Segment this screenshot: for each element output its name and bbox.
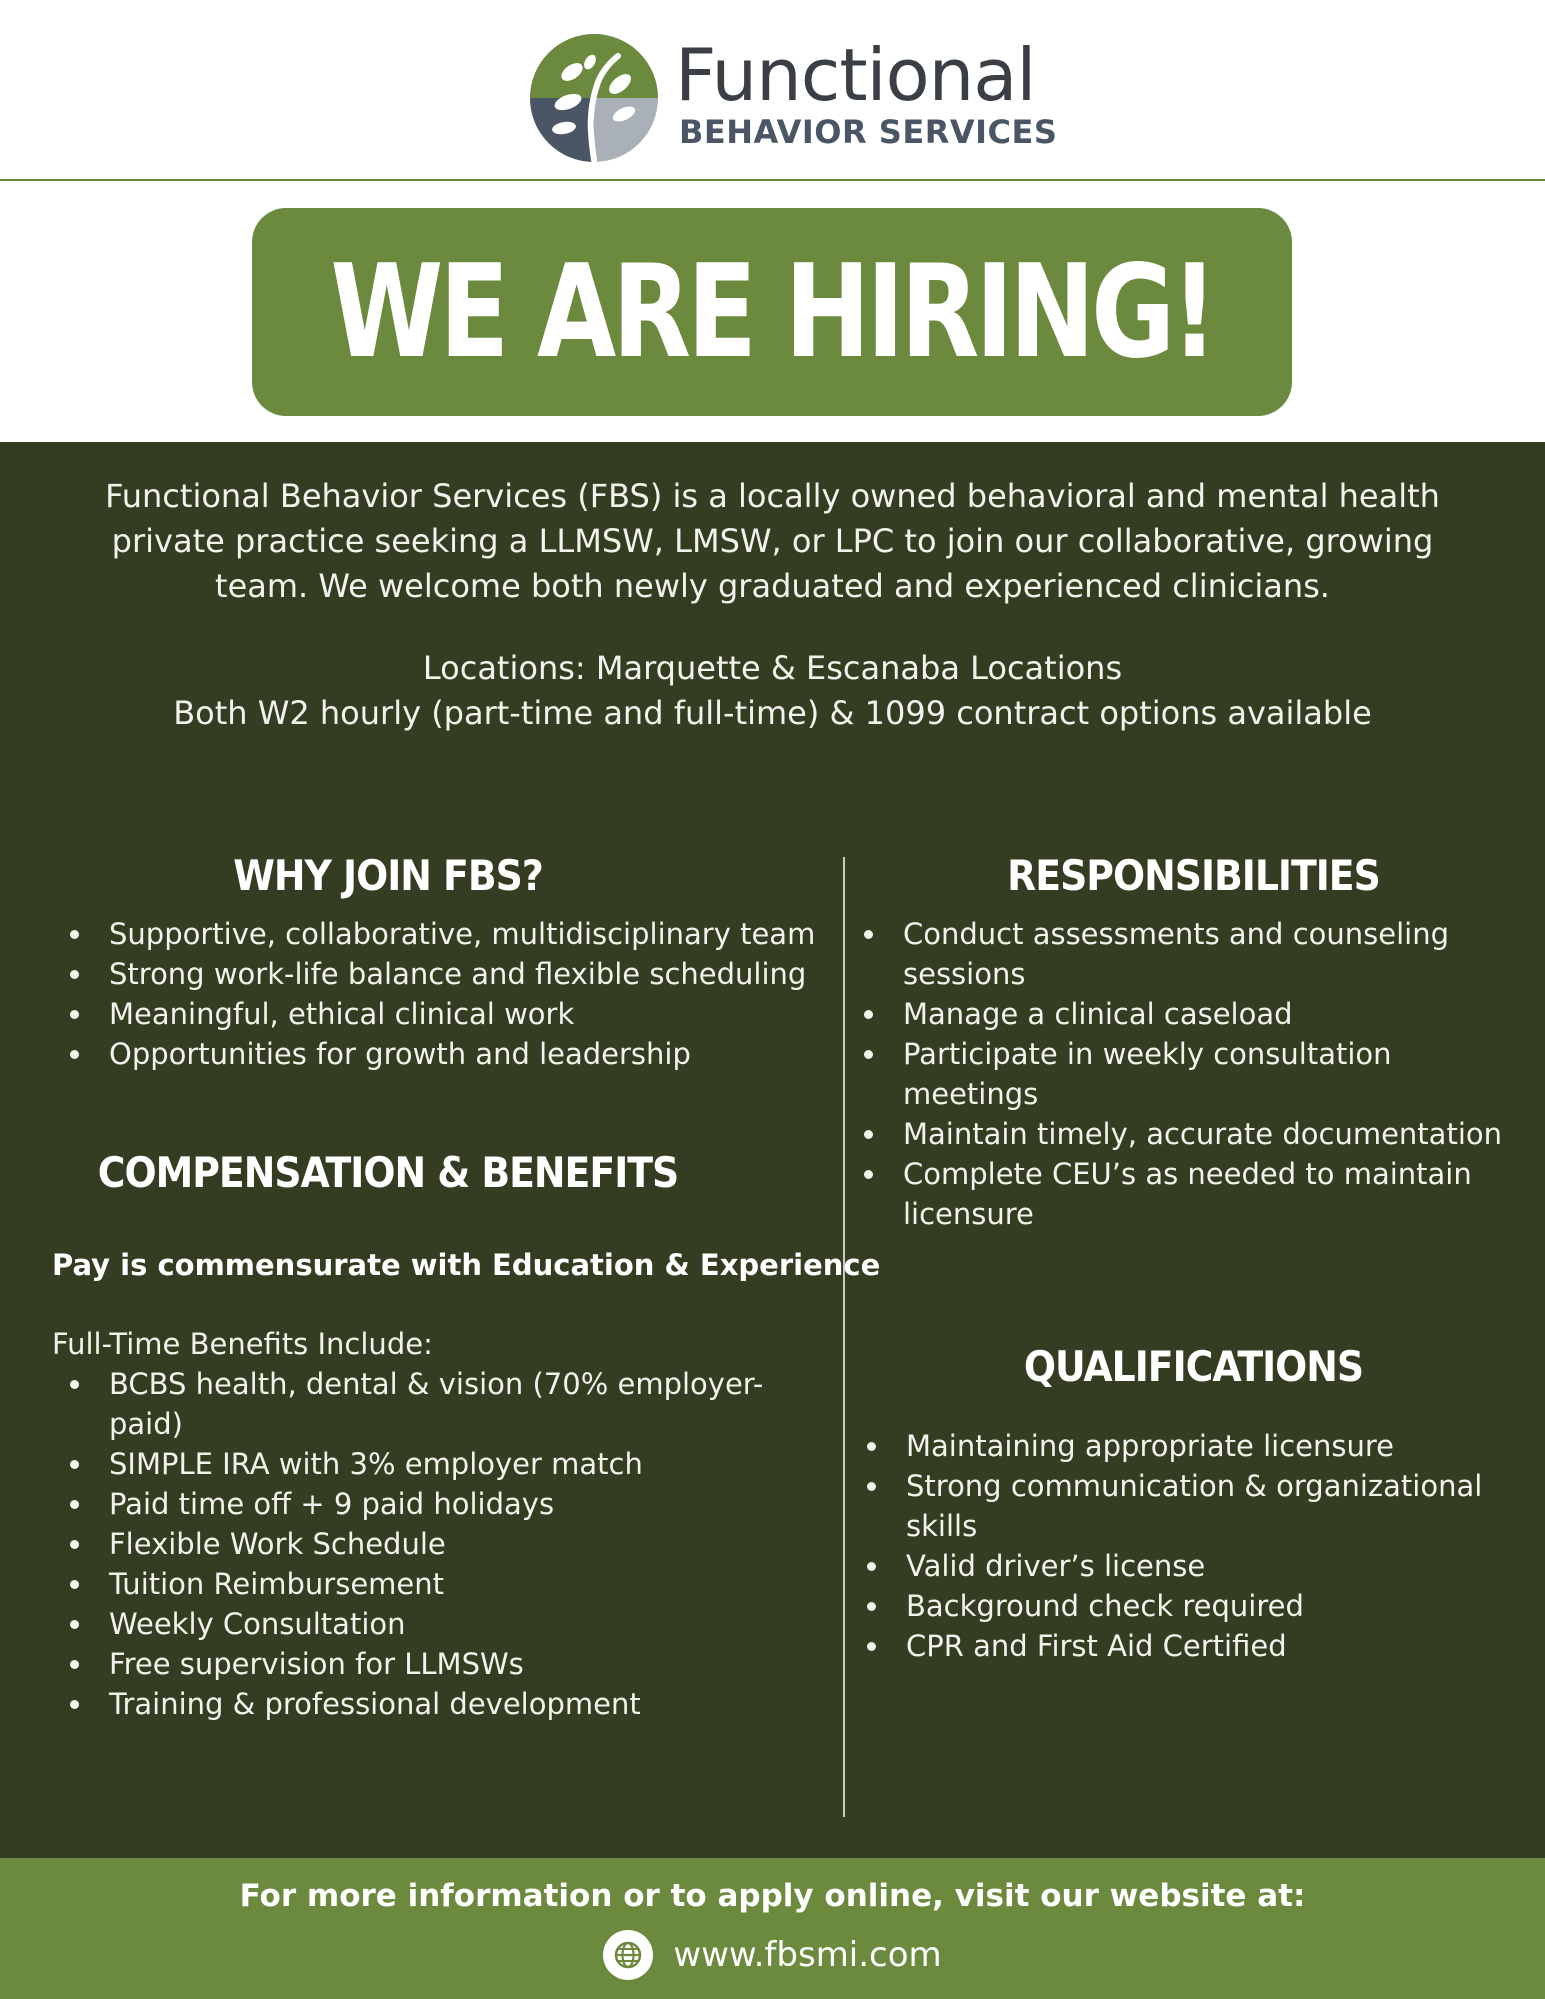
why-join-list [52, 914, 832, 1074]
banner-title: WE ARE HIRING! [330, 237, 1214, 387]
logo-text [675, 32, 1057, 150]
list-item: Free supervision for LLMSWs [52, 1644, 832, 1684]
website-row [0, 1930, 1545, 1980]
intro-paragraph [60, 474, 1485, 609]
hiring-banner [252, 208, 1292, 416]
list-item: Manage a clinical caseload [846, 994, 1506, 1034]
header-divider [0, 179, 1545, 181]
brand-name-bottom: BEHAVIOR SERVICES [679, 113, 1058, 151]
footer [0, 1858, 1545, 1999]
qualifications-list [849, 1426, 1509, 1666]
compensation-title: COMPENSATION & BENEFITS [97, 1148, 679, 1197]
list-item: Tuition Reimbursement [52, 1564, 832, 1604]
list-item: Maintain timely, accurate documentation [846, 1114, 1506, 1154]
intro-line: Functional Behavior Services (FBS) is a locally owned behavioral and mental health [105, 477, 1440, 515]
list-item: Participate in weekly consultation meetings [846, 1034, 1506, 1114]
main-content [0, 442, 1545, 1858]
locations-block [60, 646, 1485, 736]
list-item: Paid time off + 9 paid holidays [52, 1484, 832, 1524]
why-join-title: WHY JOIN FBS? [233, 851, 543, 900]
list-item: Opportunities for growth and leadership [52, 1034, 832, 1074]
list-item: Meaningful, ethical clinical work [52, 994, 832, 1034]
list-item: Supportive, collaborative, multidisciplinary team [52, 914, 832, 954]
list-item: Valid driver’s license [849, 1546, 1509, 1586]
intro-line: private practice seeking a LLMSW, LMSW, or LPC to join our collaborative, growing [111, 522, 1434, 560]
list-item: Training & professional development [52, 1684, 832, 1724]
pay-statement: Pay is commensurate with Education & Experience [52, 1248, 881, 1282]
qualifications-title: QUALIFICATIONS [1023, 1342, 1364, 1391]
list-item: Flexible Work Schedule [52, 1524, 832, 1564]
locations-line: Locations: Marquette & Escanaba Locations [422, 649, 1123, 687]
header [0, 0, 1545, 180]
contract-options-line: Both W2 hourly (part-time and full-time) & 1099 contract options available [173, 694, 1372, 732]
list-item: BCBS health, dental & vision (70% employer-paid) [52, 1364, 832, 1444]
benefits-label: Full-Time Benefits Include: [52, 1327, 433, 1361]
list-item: Strong work-life balance and flexible scheduling [52, 954, 832, 994]
list-item: Weekly Consultation [52, 1604, 832, 1644]
list-item: Conduct assessments and counseling sessions [846, 914, 1506, 994]
globe-icon [603, 1930, 653, 1980]
website-link[interactable]: www.fbsmi.com [673, 1935, 942, 1975]
responsibilities-title: RESPONSIBILITIES [1007, 851, 1380, 900]
brand-name-top: Functional [675, 33, 1036, 117]
responsibilities-list [846, 914, 1506, 1234]
leaf-logo-icon [528, 32, 660, 164]
list-item: Maintaining appropriate licensure [849, 1426, 1509, 1466]
list-item: SIMPLE IRA with 3% employer match [52, 1444, 832, 1484]
intro-line: team. We welcome both newly graduated and experienced clinicians. [215, 567, 1330, 605]
footer-cta: For more information or to apply online, visit our website at: [239, 1878, 1306, 1914]
list-item: Strong communication & organizational skills [849, 1466, 1509, 1546]
benefits-list [52, 1364, 832, 1724]
list-item: CPR and First Aid Certified [849, 1626, 1509, 1666]
column-divider [843, 857, 845, 1817]
logo [528, 32, 1068, 172]
list-item: Complete CEU’s as needed to maintain licensure [846, 1154, 1506, 1234]
list-item: Background check required [849, 1586, 1509, 1626]
